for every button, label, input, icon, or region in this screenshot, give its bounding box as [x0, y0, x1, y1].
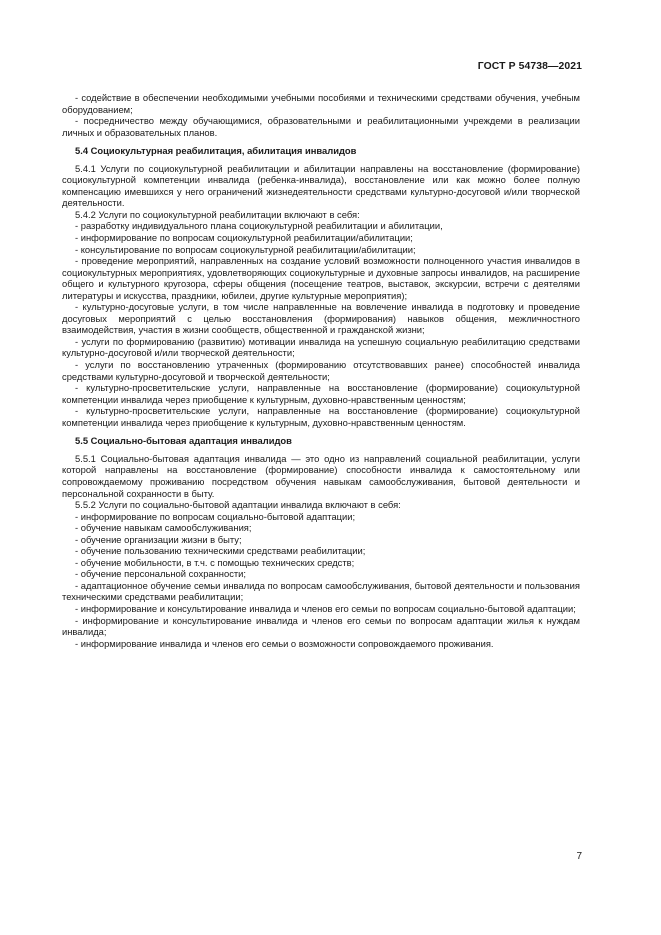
paragraph: 5.5.1 Социально-бытовая адаптация инвалида — это одно из направлений социальной реабилитации, услуги которой направлены на восстановление (формирование) способности инвалида к самостоятельному или сопровождаемому проживанию посредством обучения навыкам самообслуживания, бытовой деятельности и персональной сохранности в быту.: [62, 452, 580, 499]
list-item: - культурно-просветительские услуги, направленные на восстановление (формирование) социокультурной компетенции инвалида через приобщение к культурным, духовно-нравственным ценностям;: [62, 382, 580, 405]
list-item: - информирование по вопросам социокультурной реабилитации/абилитации;: [75, 232, 413, 244]
list-item: - информирование и консультирование инвалида и членов его семьи по вопросам социально-бытовой адаптации;: [75, 602, 576, 614]
standard-code: ГОСТ Р 54738—2021: [477, 61, 582, 72]
list-item: - обучение пользованию техническими средствами реабилитации;: [75, 545, 366, 557]
document-body: [62, 92, 580, 649]
section-heading-5-5: 5.5 Социально-бытовая адаптация инвалидов: [75, 435, 292, 447]
list-item: - адаптационное обучение семьи инвалида по вопросам самообслуживания, бытовой деятельности и пользования техническими средствами реабилитации;: [62, 579, 580, 603]
list-item: - обучение персональной сохранности;: [75, 568, 247, 580]
list-item: - обучение навыкам самообслуживания;: [75, 522, 252, 534]
list-item: - информирование по вопросам социально-бытовой адаптации;: [75, 510, 356, 522]
paragraph: 5.4.2 Услуги по социокультурной реабилитации включают в себя:: [75, 208, 360, 220]
list-item: - культурно-досуговые услуги, в том числе направленные на вовлечение инвалида в подготовку и проведение досуговых мероприятий с целью восстановления (формирования) навыков общения, межличностного взаимодействия, участия в жизни сообществ, общественной и гражданской жизни;: [62, 301, 580, 336]
list-item: - обучение организации жизни в быту;: [75, 533, 242, 545]
list-item: - обучение мобильности, в т.ч. с помощью технических средств;: [75, 556, 355, 568]
section-heading-5-4: 5.4 Социокультурная реабилитация, абилитация инвалидов: [75, 145, 357, 157]
paragraph: 5.5.2 Услуги по социально-бытовой адаптации инвалида включают в себя:: [75, 499, 401, 511]
list-item: - информирование и консультирование инвалида и членов его семьи по вопросам адаптации жилья к нуждам инвалида;: [62, 614, 580, 638]
list-item: - содействие в обеспечении необходимыми учебными пособиями и техническими средствами обучения, учебным оборудованием;: [62, 92, 580, 115]
list-item: - консультирование по вопросам социокультурной реабилитации/абилитации;: [75, 243, 416, 255]
paragraph: 5.4.1 Услуги по социокультурной реабилитации и абилитации направлены на восстановление (формирование) социокультурной компетенции инвалида (ребенка-инвалида), восстановление или как можно более полную компенсацию имевшихся у него ограничений жизнедеятельности средствами культурно-досуговой и/или творческой деятельности.: [62, 162, 580, 209]
page-number: 7: [576, 851, 582, 862]
list-item: - посредничество между обучающимися, образовательными и реабилитационными учреждеми в реализации личных и образовательных планов.: [62, 115, 580, 138]
list-item: - информирование инвалида и членов его семьи о возможности сопровождаемого проживания.: [75, 637, 494, 649]
list-item: - разработку индивидуального плана социокультурной реабилитации и абилитации,: [75, 220, 443, 232]
list-item: - услуги по восстановлению утраченных (формированию отсутствовавших ранее) способностей инвалида средствами культурно-досуговой и творческой деятельности;: [62, 359, 580, 382]
list-item: - услуги по формированию (развитию) мотивации инвалида на успешную социальную реабилитацию средствами культурно-досуговой и/или творческой деятельности;: [62, 335, 580, 359]
list-item: - культурно-просветительские услуги, направленные на восстановление (формирование) социокультурной компетенции инвалида через приобщение к культурным, духовно-нравственным ценностям.: [62, 405, 580, 428]
list-item: - проведение мероприятий, направленных на создание условий возможности полноценного участия инвалидов в социокультурных мероприятиях, удовлетворяющих социокультурные и духовные запросы инвалидов, на расширение общего и культурного кругозора, сферы общения (посещение театров, выставок, экскурсии, встречи с деятелями литературы и искусства, праздники, юбилеи, другие культурные мероприятия);: [62, 255, 580, 301]
